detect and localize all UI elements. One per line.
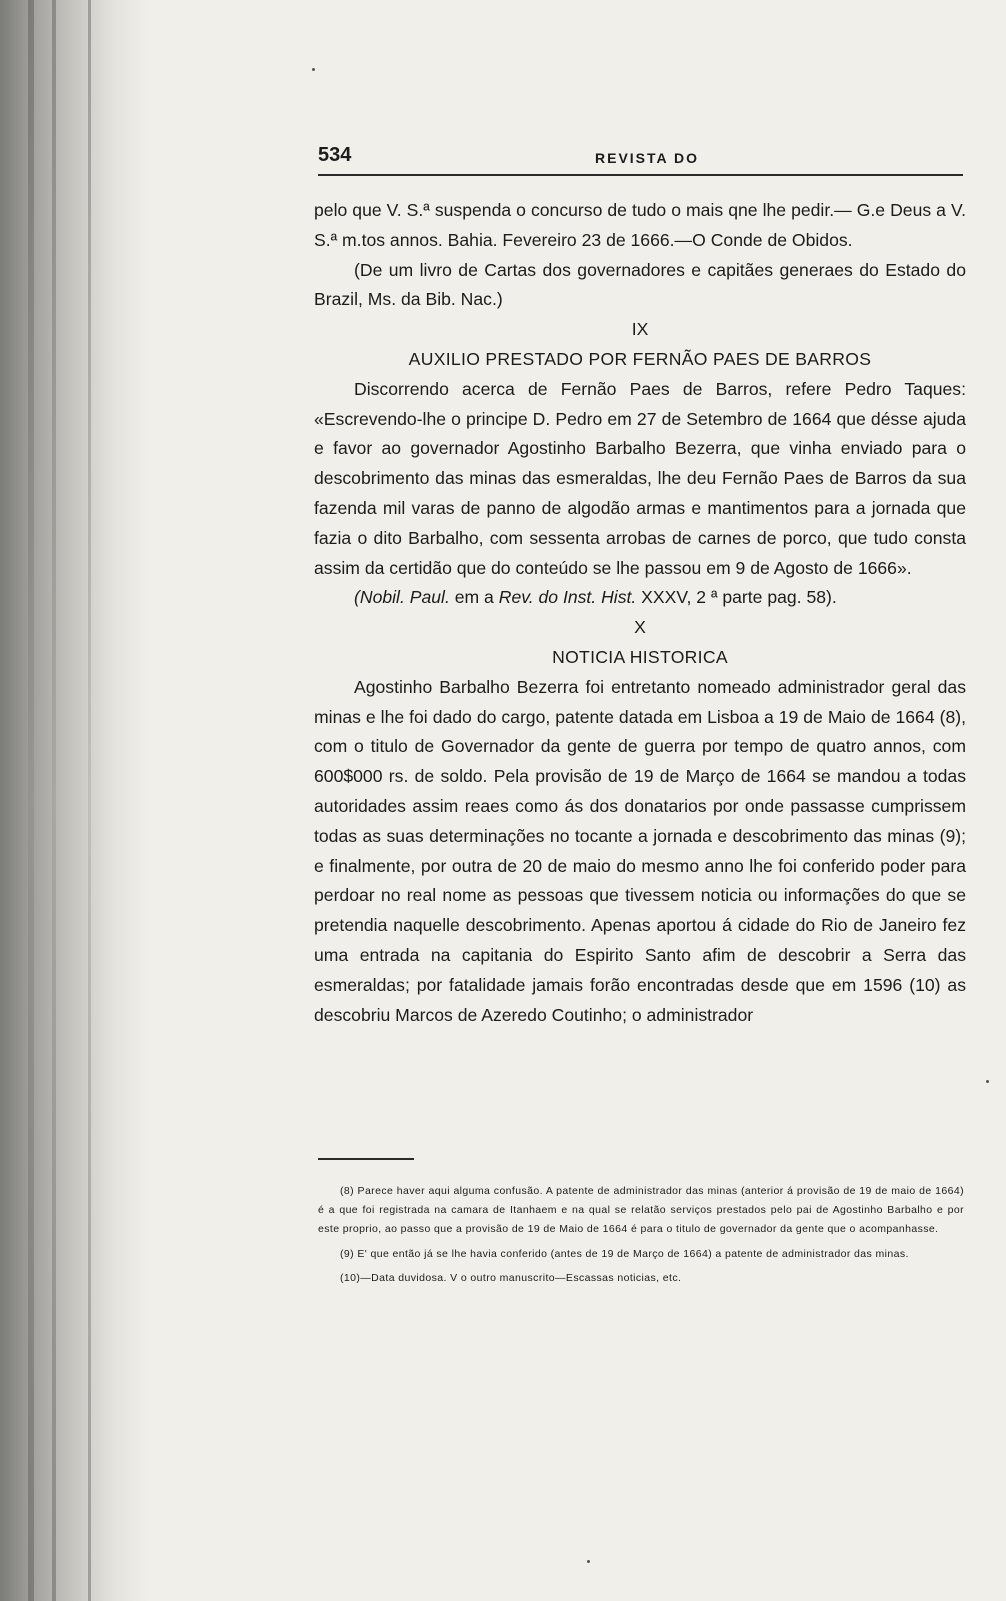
paper-speck (312, 68, 315, 71)
footnotes (318, 1182, 964, 1293)
citation-connector: em a (449, 587, 499, 608)
paragraph-noticia-historica: Agostinho Barbalho Bezerra foi entretanto nomeado administrador geral das minas e lhe foi dado do cargo, patente datada em Lisboa a 19 de Maio de 1664 (8), com o titulo de Governador da gente de guerra por tempo de quatro annos, com 600$000 rs. de soldo. Pela provisão de 19 de Março de 1664 se mandou a todas autoridades assim reaes como ás dos donatarios por onde passasse cumprissem todas as suas determinações no tocante a jornada e descobrimento das minas (9); e finalmente, por outra de 20 de maio do mesmo anno lhe foi conferido poder para perdoar no real nome as pessoas que tivessem noticia ou informações do que se pretendia naquelle descobrimento. Apenas aportou á cidade do Rio de Janeiro fez uma entrada na capitania do Espirito Santo afim de descobrir a Serra das esmeraldas; por fatalidade jamais forão encontradas desde que em 1596 (10) as descobriu Marcos de Azeredo Coutinho; o administrador (314, 676, 966, 1025)
footnote-8: (8) Parece haver aqui alguma confusão. A patente de administrador das minas (anterior á provisão de 19 de maio de 1664) é a que foi registrada na camara de Itanhaem e na qual se relatão serviços prestados pelo pai de Agostinho Barbalho e por este proprio, ao passo que a provisão de 19 de Maio de 1664 é para o titulo de governador da gente que o acompanhasse. (318, 1185, 964, 1236)
running-head: REVISTA DO (595, 150, 700, 166)
binding-streak (88, 0, 91, 1601)
binding-streak (52, 0, 56, 1601)
paper-speck (986, 1080, 989, 1083)
citation-journal: Rev. do Inst. Hist. (498, 587, 637, 608)
footnote-10: (10)—Data duvidosa. V o outro manuscrito—Escassas noticias, etc. (340, 1271, 682, 1284)
page-header (318, 140, 963, 176)
binding-streak (28, 0, 34, 1601)
section-number-x: X (634, 617, 646, 638)
paragraph-pedro-taques-quote: Discorrendo acerca de Fernão Paes de Barros, refere Pedro Taques: «Escrevendo-lhe o principe D. Pedro em 27 de Setembro de 1664 que désse ajuda e favor ao governador Agostinho Barbalho Bezerra, que vinha enviado para o descobrimento das minas das esmeraldas, lhe deu Fernão Paes de Barros da sua fazenda mil varas de panno de algodão armas e mantimentos para a jornada que fazia o dito Barbalho, com sessenta arrobas de carnes de porco, que tudo consta assim da certidão que do conteúdo se lhe passou em 9 de Agosto de 1666». (314, 378, 966, 578)
page-body (314, 196, 966, 1030)
citation-line (314, 583, 966, 613)
section-title-noticia: NOTICIA HISTORICA (552, 646, 728, 667)
page-binding-shadow (0, 0, 150, 1601)
paragraph-source-note: (De um livro de Cartas dos governadores e capitães generaes do Estado do Brazil, Ms. da Bib. Nac.) (314, 259, 966, 310)
footnote-divider (318, 1158, 414, 1160)
section-title-auxilio: AUXILIO PRESTADO POR FERNÃO PAES DE BARROS (408, 348, 872, 369)
section-number-ix: IX (631, 319, 649, 340)
citation-reference: XXXV, 2 ª parte pag. 58). (636, 587, 837, 608)
page-number: 534 (318, 144, 352, 166)
paragraph-letter-closing: pelo que V. S.ª suspenda o concurso de tudo o mais qne lhe pedir.— G.e Deus a V. S.ª m.tos annos. Bahia. Fevereiro 23 de 1666.—O Conde de Obidos. (314, 200, 966, 250)
footnote-9: (9) E' que então já se lhe havia conferido (antes de 19 de Março de 1664) a patente de administrador das minas. (340, 1247, 909, 1260)
citation-work: (Nobil. Paul. (354, 587, 450, 608)
paper-speck (587, 1560, 590, 1563)
